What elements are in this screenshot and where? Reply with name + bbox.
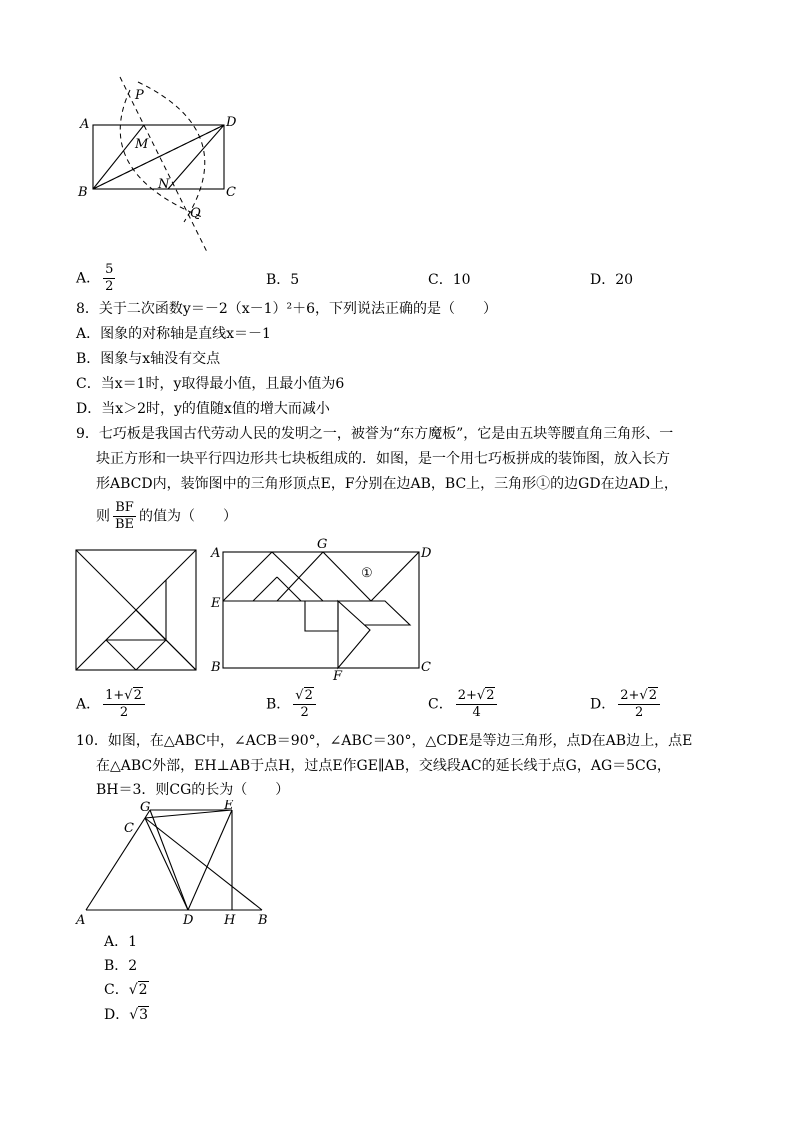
fig10-label-h: H: [224, 913, 236, 928]
fig1-label-b: B: [78, 185, 88, 200]
fig1-label-m: M: [135, 137, 149, 152]
q8-option-d[interactable]: D．当x＞2时，y的值随x值的增大而减小: [76, 401, 330, 417]
q9-line-1: 9．七巧板是我国古代劳动人民的发明之一，被誉为“东方魔板”，它是由五块等腰直角三角形、一: [76, 426, 674, 442]
fig9-label-circle-one: ①: [361, 566, 373, 581]
q10-option-b[interactable]: B．2: [104, 958, 138, 974]
fig9-label-g: G: [317, 537, 328, 552]
fig10-label-d: D: [183, 913, 194, 928]
fig1-label-q: Q: [190, 206, 201, 221]
q8-option-c[interactable]: C．当x＝1时，y取得最小值，且最小值为6: [76, 376, 345, 392]
fig9-label-e: E: [211, 596, 221, 611]
q8-option-b[interactable]: B．图象与x轴没有交点: [76, 351, 221, 367]
fig1-label-a: A: [80, 117, 90, 132]
q7-option-a[interactable]: A． $\frac{5}{2}$: [76, 262, 114, 294]
fig1-label-p: P: [135, 88, 144, 103]
q10-option-d[interactable]: D．√3: [104, 1007, 149, 1023]
fig1-label-d: D: [226, 115, 237, 130]
fig1-label-n: N: [158, 177, 170, 192]
fig1-label-c: C: [226, 185, 236, 200]
fig9-label-b: B: [211, 660, 221, 675]
q9-line-2: 块正方形和一块平行四边形共七块板组成的．如图，是一个用七巧板拼成的装饰图，放入长方: [96, 451, 670, 467]
q7-option-d[interactable]: D．20: [590, 272, 634, 288]
fig10-label-c: C: [124, 821, 134, 836]
fig10-label-e: E: [224, 800, 234, 813]
q9-option-a[interactable]: A． $\frac{1+√2}{2}$: [76, 688, 148, 721]
q9-option-c[interactable]: C． $\frac{2+√2}{4}$: [428, 688, 500, 721]
q9-fraction: $\frac{BF}{BE}$: [115, 500, 135, 532]
q7-option-c[interactable]: C．10: [428, 272, 471, 288]
q8-stem: 8．关于二次函数y＝－2（x－1）²＋6，下列说法正确的是（ ）: [76, 301, 498, 317]
fig10-label-a: A: [76, 913, 86, 928]
fig9-label-f: F: [333, 669, 343, 682]
q9-rectangle-figure: [205, 537, 445, 682]
q7-option-b[interactable]: B．5: [266, 272, 300, 288]
q10-option-a[interactable]: A．1: [104, 934, 138, 950]
fig9-label-d: D: [421, 546, 432, 561]
fig10-label-b: B: [258, 913, 268, 928]
q9-option-b[interactable]: B． $\frac{√2}{2}$: [266, 688, 319, 721]
q7-figure: [72, 72, 252, 262]
q10-figure: [72, 800, 282, 930]
q10-line-3: BH＝3．则CG的长为（ ）: [96, 782, 290, 798]
q9-tangram-square: [75, 549, 197, 671]
q9-option-d[interactable]: D． $\frac{2+√2}{2}$: [590, 688, 663, 721]
fig9-label-a: A: [211, 546, 221, 561]
fig10-label-g: G: [140, 800, 151, 815]
q8-option-a[interactable]: A．图象的对称轴是直线x＝－1: [76, 326, 271, 342]
q10-option-c[interactable]: C．√2: [104, 982, 148, 998]
q10-line-1: 10．如图，在△ABC中，∠ACB＝90°，∠ABC＝30°，△CDE是等边三角形，点D在AB边上，点E: [76, 733, 693, 749]
fig9-label-c: C: [421, 660, 431, 675]
q9-line-4: 则 $\frac{BF}{BE}$ 的值为（ ）: [96, 500, 238, 532]
q10-line-2: 在△ABC外部，EH⊥AB于点H，过点E作GE∥AB，交线段AC的延长线于点G，AG＝5CG，: [96, 758, 671, 774]
q9-line-3: 形ABCD内，装饰图中的三角形顶点E，F分别在边AB，BC上，三角形①的边GD在边AD上，: [96, 476, 678, 492]
